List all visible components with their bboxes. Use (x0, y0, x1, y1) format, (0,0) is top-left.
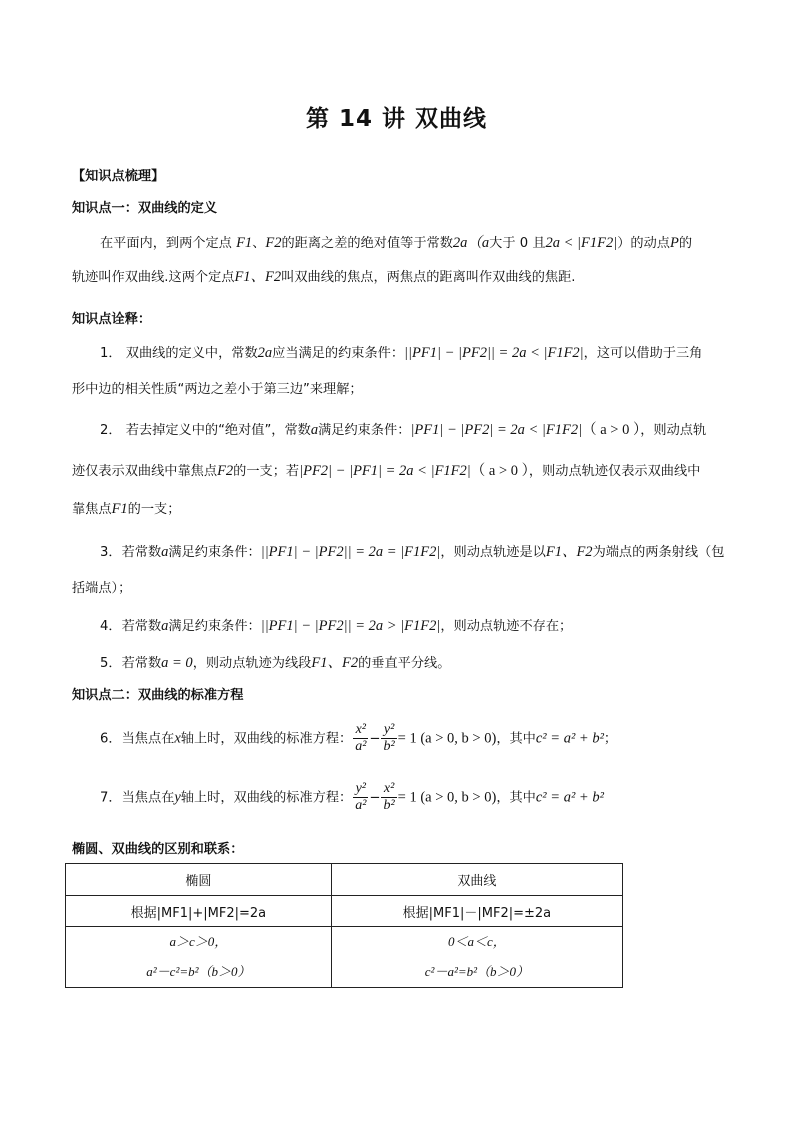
note-1: 1． 双曲线的定义中，常数2a应当满足的约束条件：||PF1| − |PF2|| = 2a < |F1F2|，这可以借助于三角 (100, 345, 703, 361)
note-5: 5．若常数a = 0，则动点轨迹为线段F1、F2的垂直平分线。 (100, 655, 451, 671)
note-7: 7．当焦点在y轴上时，双曲线的标准方程： $\frac{\text{y²}}{\text{a²}}$ − $\frac{\text{x²}}{\text{b²}}$ = 1 (a > 0, b > 0)，其中c² = a² + b² (100, 781, 604, 813)
note-4: 4．若常数a满足约束条件：||PF1| − |PF2|| = 2a > |F1F2|，则动点轨迹不存在； (100, 618, 573, 634)
comparison-table (65, 863, 623, 988)
table-row (66, 927, 623, 988)
table-row (66, 896, 623, 927)
table-header-row (66, 864, 623, 896)
note-2-line3: 靠焦点F1的一支； (72, 501, 181, 517)
table-cell: 根据|MF1|+|MF2|=2a (66, 896, 332, 927)
table-header-hyperbola: 双曲线 (331, 864, 622, 896)
kp2-title: 知识点二：双曲线的标准方程 (72, 688, 244, 703)
kp-notes-title: 知识点诠释： (72, 312, 152, 327)
fraction: $\frac{\text{y²}}{\text{b²}}$ (383, 722, 395, 754)
note-2: 2． 若去掉定义中的“绝对值”，常数a满足约束条件：|PF1| − |PF2| = 2a < |F1F2|（ a > 0 ），则动点轨 (100, 422, 707, 438)
note-2-line2: 迹仅表示双曲线中靠焦点F2的一支；若|PF2| − |PF1| = 2a < |F1F2|（ a > 0 ），则动点轨迹仅表示双曲线中 (72, 463, 701, 479)
note-6: 6．当焦点在x轴上时，双曲线的标准方程： $\frac{\text{x²}}{\text{a²}}$ − $\frac{\text{y²}}{\text{b²}}$ = 1 (a > 0, b > 0)，其中c² = a² + b²； (100, 722, 618, 754)
table-header-ellipse: 椭圆 (66, 864, 332, 896)
note-3: 3．若常数a满足约束条件：||PF1| − |PF2|| = 2a = |F1F2|，则动点轨迹是以F1、F2为端点的两条射线（包 (100, 544, 725, 560)
math-n2-cond1: |PF1| − |PF2| = 2a < |F1F2| (410, 422, 583, 438)
fraction: $\frac{\text{x²}}{\text{b²}}$ (383, 781, 395, 813)
note-3-line2: 括端点）； (72, 581, 132, 596)
math-n2-cond2: |PF2| − |PF1| = 2a < |F1F2| (299, 463, 471, 479)
kp1-line1: 在平面内，到两个定点 F1、F2的距离之差的绝对值等于常数2a（a大于 0 且2a < |F1F2|）的动点P的 (100, 235, 693, 251)
math-cond: 2a < |F1F2| (545, 235, 618, 251)
math-f1: F1 (236, 235, 253, 251)
note-1-line2: 形中边的相关性质“两边之差小于第三边”来理解； (72, 382, 363, 397)
table-cell: a＞c＞0， a²－c²=b²（b＞0） (66, 927, 332, 988)
outline-header: 【知识点梳理】 (72, 169, 165, 184)
table-cell: 根据|MF1|－|MF2|=±2a (331, 896, 622, 927)
page-title: 第 14 讲 双曲线 (305, 106, 488, 132)
compare-title: 椭圆、双曲线的区别和联系： (72, 842, 244, 857)
math-2a: 2a (452, 235, 468, 251)
table-cell: 0＜a＜c， c²－a²=b²（b＞0） (331, 927, 622, 988)
kp1-line2: 轨迹叫作双曲线.这两个定点F1、F2叫双曲线的焦点，两焦点的距离叫作双曲线的焦距. (72, 269, 576, 285)
math-n1-cond: ||PF1| − |PF2|| = 2a < |F1F2| (404, 345, 584, 361)
fraction: $\frac{\text{x²}}{\text{a²}}$ (355, 722, 367, 754)
kp1-title: 知识点一：双曲线的定义 (72, 201, 218, 216)
math-n3-cond: ||PF1| − |PF2|| = 2a = |F1F2| (260, 544, 441, 560)
fraction: $\frac{\text{y²}}{\text{a²}}$ (355, 781, 367, 813)
math-f2: F2 (265, 235, 282, 251)
math-n5-cond: a = 0 (161, 655, 193, 671)
math-n4-cond: ||PF1| − |PF2|| = 2a > |F1F2| (260, 618, 441, 634)
